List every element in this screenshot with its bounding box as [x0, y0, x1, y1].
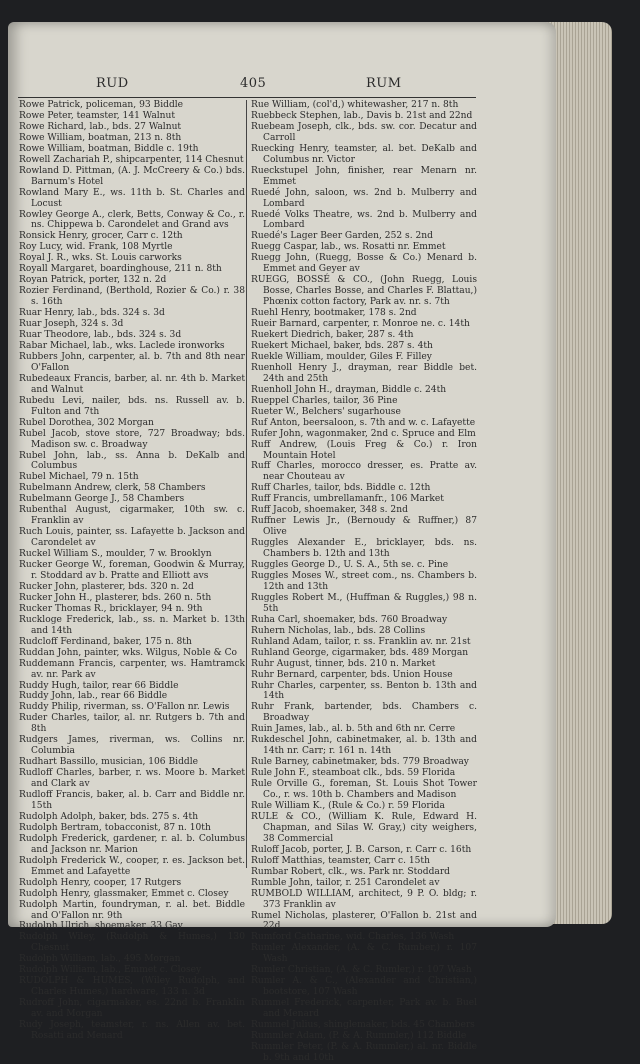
directory-entry: Rumel Nicholas, plasterer, O'Fallon b. 21st and 22d [251, 910, 477, 932]
directory-entry: Ruedé John, saloon, ws. 2nd b. Mulberry and Lombard [251, 187, 477, 209]
directory-entry: Rucker George W., foreman, Goodwin & Murray, r. Stoddard av b. Pratte and Elliott avs [19, 560, 245, 581]
directory-entry: Rowe Patrick, policeman, 93 Biddle [19, 100, 184, 110]
directory-entry: Ruder Charles, tailor, al. nr. Rutgers b. 7th and 8th [19, 713, 245, 735]
directory-entry: Rubel Jacob, stove store, 727 Broadway; bds. Madison sw. c. Broadway [19, 428, 245, 450]
directory-entry: Ruebeam Joseph, clk., bds. sw. cor. Decatur and Carroll [251, 121, 477, 143]
directory-entry: Ruedé Volks Theatre, ws. 2nd b. Mulberry and Lombard [251, 209, 477, 231]
directory-entry: Ruddy Hugh, tailor, rear 66 Biddle [19, 680, 179, 691]
header-rule [18, 97, 476, 98]
directory-entry: RUDOLPH & HUMES, (Wiley Rudolph, and Charles Humes,) hardware, 133 n. 3d [19, 976, 245, 998]
directory-entry: Rule Orville G., foreman, St. Louis Shot Tower Co., r. ws. 10th b. Chambers and Madison [251, 779, 477, 801]
directory-entry: Rudolph William, lab., 495 Morgan [19, 954, 181, 965]
directory-entry: Ruloff Matthias, teamster, Carr c. 15th [251, 855, 430, 866]
directory-entry: Ruf Anton, beersaloon, s. 7th and w. c. Lafayette [251, 417, 476, 428]
directory-entry: Rueckstupel John, finisher, rear Menarn nr. Emmet [251, 165, 477, 187]
directory-entry: Rufer John, wagonmaker, 2nd c. Spruce and Elm [251, 428, 476, 439]
directory-entry: Rudroff John, cigarmaker, es. 22nd b. Franklin av. and Morgan [19, 998, 245, 1020]
directory-entry: Rumford Catharine, wid. Charles, 136 Wash [251, 932, 455, 943]
directory-entry: Ruegg John, (Ruegg, Bosse & Co.) Menard b. Emmet and Geyer av [251, 253, 477, 275]
directory-entry: Rowe William, boatman, Biddle c. 19th [19, 143, 199, 154]
left-guide-word: RUD [96, 76, 129, 91]
running-header [20, 76, 478, 92]
directory-entry: Ruggles Robert M., (Huffman & Ruggles,) 98 n. 5th [251, 592, 477, 614]
directory-entry: Rudhart Bassillo, musician, 106 Biddle [19, 757, 199, 768]
directory-entry: Rukdeschel John, cabinetmaker, al. b. 13th and 14th nr. Carr; r. 161 n. 14th [251, 735, 477, 757]
directory-entry: Ruhland George, cigarmaker, bds. 489 Morgan [251, 647, 469, 658]
directory-entry: Rueppel Charles, tailor, 36 Pine [251, 395, 398, 406]
directory-entry: Rubel John, lab., ss. Anna b. DeKalb and Columbus [19, 450, 245, 472]
directory-entry: Rudolph Frederick W., cooper, r. es. Jackson bet. Emmet and Lafayette [19, 855, 245, 877]
directory-entry: Rudolph William, lab., Emmet c. Closey [19, 965, 202, 976]
directory-entry: Ruenholl John H., drayman, Biddle c. 24th [251, 384, 447, 395]
directory-entry: Rubedu Levi, nailer, bds. ns. Russell av. b. Fulton and 7th [19, 395, 245, 417]
left-column [19, 100, 245, 1042]
directory-entry: Rowland D. Pittman, (A. J. McCreery & Co.) bds. Barnum's Hotel [19, 165, 245, 187]
directory-entry: Rubel Dorothea, 302 Morgan [19, 417, 154, 428]
directory-entry: Rucker Thomas R., bricklayer, 94 n. 9th [19, 603, 203, 614]
directory-entry: Rudolph Bertram, tobacconist, 87 n. 10th [19, 822, 211, 833]
directory-entry: Ronsick Henry, grocer, Carr c. 12th [19, 231, 183, 242]
directory-entry: Rudolph Henry, glassmaker, Emmet c. Closey [19, 888, 229, 899]
directory-entry: Rue William, (col'd,) whitewasher, 217 n. 8th [251, 100, 459, 110]
directory-entry: Rowley George A., clerk, Betts, Conway & Co., r. ns. Chippewa b. Carondelet and Grand avs [19, 209, 245, 231]
directory-entry: Rumble John, tailor, r. 251 Carondelet av [251, 877, 440, 888]
directory-entry: Ruin James, lab., al. b. 5th and 6th nr. Cerre [251, 724, 456, 735]
directory-entry: Ruekert Michael, baker, bds. 287 s. 4th [251, 340, 433, 351]
directory-entry: Royall Margaret, boardinghouse, 211 n. 8th [19, 264, 222, 275]
directory-entry: RULE & CO., (William K. Rule, Edward H. Chapman, and Silas W. Gray,) city weighers, 38 Commercial [251, 811, 477, 844]
directory-entry: Rummel Frederick, carpenter, Park av. b. Buel and Menard [251, 998, 477, 1020]
directory-entry: Ruhr Bernard, carpenter, bds. Union House [251, 669, 453, 680]
directory-entry: Rumbar Robert, clk., ws. Park nr. Stoddard [251, 866, 450, 877]
directory-entry: Ruenholl Henry J., drayman, rear Biddle bet. 24th and 25th [251, 362, 477, 384]
directory-entry: RUMBOLD WILLIAM, architect, 9 P. O. bldg; r. 373 Franklin av [251, 888, 477, 910]
directory-entry: Rudolph Wiley, (Rudolph & Humes,) 130 Chesnut [19, 932, 245, 954]
page-number: 405 [240, 76, 267, 91]
directory-entry: Rubelmann George J., 58 Chambers [19, 494, 185, 505]
directory-entry: Ruckel William S., moulder, 7 w. Brooklyn [19, 549, 212, 560]
directory-entry: Rummel Julius, shinglemaker, bds. 45 Chambers [251, 1020, 475, 1031]
directory-entry: Rowell Zachariah P., shipcarpenter, 114 Chesnut [19, 154, 244, 165]
directory-entry: Ruecking Henry, teamster, al. bet. DeKalb and Columbus nr. Victor [251, 143, 477, 165]
directory-entry: Rozier Ferdinand, (Berthold, Rozier & Co.) r. 38 s. 16th [19, 286, 245, 308]
directory-entry: Rowe Peter, teamster, 141 Walnut [19, 110, 176, 121]
directory-entry: Ruddy John, lab., rear 66 Biddle [19, 691, 168, 702]
directory-entry: Ruloff Jacob, porter, J. B. Carson, r. Carr c. 16th [251, 844, 472, 855]
directory-entry: Rueter W., Belchers' sugarhouse [251, 406, 401, 417]
directory-entry: Rowland Mary E., ws. 11th b. St. Charles and Locust [19, 187, 245, 209]
directory-entry: Rumler Alexander, (A. & C. Rumber,) r. 107 Wash [251, 943, 477, 965]
directory-entry: Rucker John H., plasterer, bds. 260 n. 5th [19, 592, 212, 603]
directory-entry: Rudcloff Ferdinand, baker, 175 n. 8th [19, 636, 192, 647]
directory-entry: Ruehl Henry, bootmaker, 178 s. 2nd [251, 308, 417, 319]
directory-entry: Rule Barney, cabinetmaker, bds. 779 Broadway [251, 757, 469, 768]
directory-entry: Rowe William, boatman, 213 n. 8th [19, 132, 182, 143]
directory-entry: Rudolph Henry, cooper, 17 Rutgers [19, 877, 182, 888]
directory-entry: Ruegg Caspar, lab., ws. Rosatti nr. Emmet [251, 242, 446, 253]
directory-entry: Ruff Charles, morocco dresser, es. Pratte av. near Chouteau av [251, 461, 477, 483]
directory-entry: Rudolph Adolph, baker, bds. 275 s. 4th [19, 811, 199, 822]
directory-entry: Rubel Michael, 79 n. 15th [19, 472, 139, 483]
directory-entry: Rubedeaux Francis, barber, al. nr. 4th b. Market and Walnut [19, 373, 245, 395]
directory-entry: Rudloff Francis, baker, al. b. Carr and Biddle nr. 15th [19, 790, 245, 811]
directory-entry: Rumler A. & C., (Alexander and Christian,) bootstore, 107 Wash [251, 976, 477, 998]
directory-entry: Rule William K., (Rule & Co.) r. 59 Florida [251, 801, 445, 811]
directory-entry: Rucker John, plasterer, bds. 320 n. 2d [19, 581, 194, 592]
directory-entry: Ruggles Alexander E., bricklayer, bds. ns. Chambers b. 12th and 13th [251, 538, 477, 560]
directory-entry: Rule John F., steamboat clk., bds. 59 Florida [251, 768, 456, 779]
directory-entry: Ruekle William, moulder, Giles F. Filley [251, 351, 432, 362]
directory-entry: Ruff Charles, tailor, bds. Biddle c. 12th [251, 483, 431, 494]
directory-entry: Roy Lucy, wid. Frank, 108 Myrtle [19, 242, 173, 253]
directory-entry: Ruff Jacob, shoemaker, 348 s. 2nd [251, 505, 408, 516]
directory-entry: Rudolph Frederick, gardener, r. al. b. Columbus and Jackson nr. Marion [19, 833, 245, 855]
directory-entry: Ruhland Adam, tailor, r. ss. Franklin av. nr. 21st [251, 636, 471, 647]
directory-entry: Rubbers John, carpenter, al. b. 7th and 8th near O'Fallon [19, 351, 245, 373]
directory-entry: RUEGG, BOSSÉ & CO., (John Ruegg, Louis Bosse, Charles Bosse, and Charles F. Blattau,) Phœnix cotton factory, Park av. nr. s. 7th [251, 275, 477, 308]
directory-entry: Ruddy Philip, riverman, ss. O'Fallon nr. Lewis [19, 702, 230, 713]
directory-entry: Royan Patrick, porter, 132 n. 2d [19, 275, 167, 286]
directory-entry: Ruff Andrew, (Louis Freg & Co.) r. Iron Mountain Hotel [251, 439, 477, 461]
directory-entry: Ruddemann Francis, carpenter, ws. Hamtramck av. nr. Park av [19, 658, 245, 680]
right-column [251, 100, 477, 1064]
directory-entry: Rudloff Charles, barber, r. ws. Moore b. Market and Clark av [19, 768, 245, 790]
directory-entry: Ruedé's Lager Beer Garden, 252 s. 2nd [251, 231, 433, 242]
directory-entry: Ruar Henry, lab., bds. 324 s. 3d [19, 308, 165, 319]
directory-entry: Rudolph Martin, foundryman, r. al. bet. Biddle and O'Fallon nr. 9th [19, 899, 245, 921]
directory-entry: Ruhern Nicholas, lab., bds. 28 Collins [251, 625, 426, 636]
directory-entry: Ruhr Charles, carpenter, ss. Benton b. 13th and 14th [251, 680, 477, 702]
directory-entry: Ruebbeck Stephen, lab., Davis b. 21st and 22nd [251, 110, 473, 121]
directory-entry: Rabar Michael, lab., wks. Laclede ironworks [19, 340, 225, 351]
directory-entry: Rubenthal August, cigarmaker, 10th sw. c. Franklin av [19, 505, 245, 527]
directory-entry: Ruar Joseph, 324 s. 3d [19, 319, 124, 330]
right-guide-word: RUM [366, 76, 402, 91]
directory-entry: Ruggles Moses W., street com., ns. Chambers b. 12th and 13th [251, 570, 477, 592]
directory-entry: Rummler Peter, (P. & A. Rummler,) al. nr. Biddle b. 9th and 10th [251, 1041, 477, 1063]
directory-entry: Ruddan John, painter, wks. Wilgus, Noble & Co [19, 647, 238, 658]
directory-entry: Ruch Louis, painter, ss. Lafayette b. Jackson and Carondelet av [19, 527, 245, 549]
directory-entry: Ruhr Frank, bartender, bds. Chambers c. Broadway [251, 702, 477, 724]
directory-entry: Ruar Theodore, lab., bds. 324 s. 3d [19, 330, 182, 341]
column-divider [246, 100, 247, 868]
directory-entry: Rummler Adam, (P. & A. Rummler,) 112 Biddle [251, 1031, 467, 1042]
directory-entry: Rudgers James, riverman, ws. Collins nr. Columbia [19, 735, 245, 757]
directory-entry: Rubelmann Andrew, clerk, 58 Chambers [19, 483, 206, 494]
directory-entry: Rueir Barnard, carpenter, r. Monroe ne. c. 14th [251, 319, 470, 330]
directory-entry: Ruekert Diedrich, baker, 287 s. 4th [251, 330, 414, 341]
directory-entry: Ruckloge Frederick, lab., ss. n. Market b. 13th and 14th [19, 614, 245, 636]
directory-entry: Ruffner Lewis Jr., (Bernoudy & Ruffner,) 87 Olive [251, 516, 477, 538]
directory-entry: Rumler Christian, (A. & C. Rumler,) r. 107 Wash [251, 965, 472, 976]
directory-entry: Ruhr August, tinner, bds. 210 n. Market [251, 658, 436, 669]
directory-entry: Rowe Richard, lab., bds. 27 Walnut [19, 121, 182, 132]
directory-entry: Rudolph Ulrich, shoemaker, 33 Gay [19, 921, 183, 932]
directory-entry: Royal J. R., wks. St. Louis carworks [19, 253, 182, 264]
directory-entry: Rudy Joseph, teamster, r. ns. Allen av. bet. Rosatti and Menard [19, 1020, 245, 1042]
directory-entry: Ruff Francis, umbrellamanfr., 106 Market [251, 494, 444, 505]
directory-entry: Ruggles George D., U. S. A., 5th se. c. Pine [251, 560, 449, 571]
directory-entry: Ruha Carl, shoemaker, bds. 760 Broadway [251, 614, 448, 625]
